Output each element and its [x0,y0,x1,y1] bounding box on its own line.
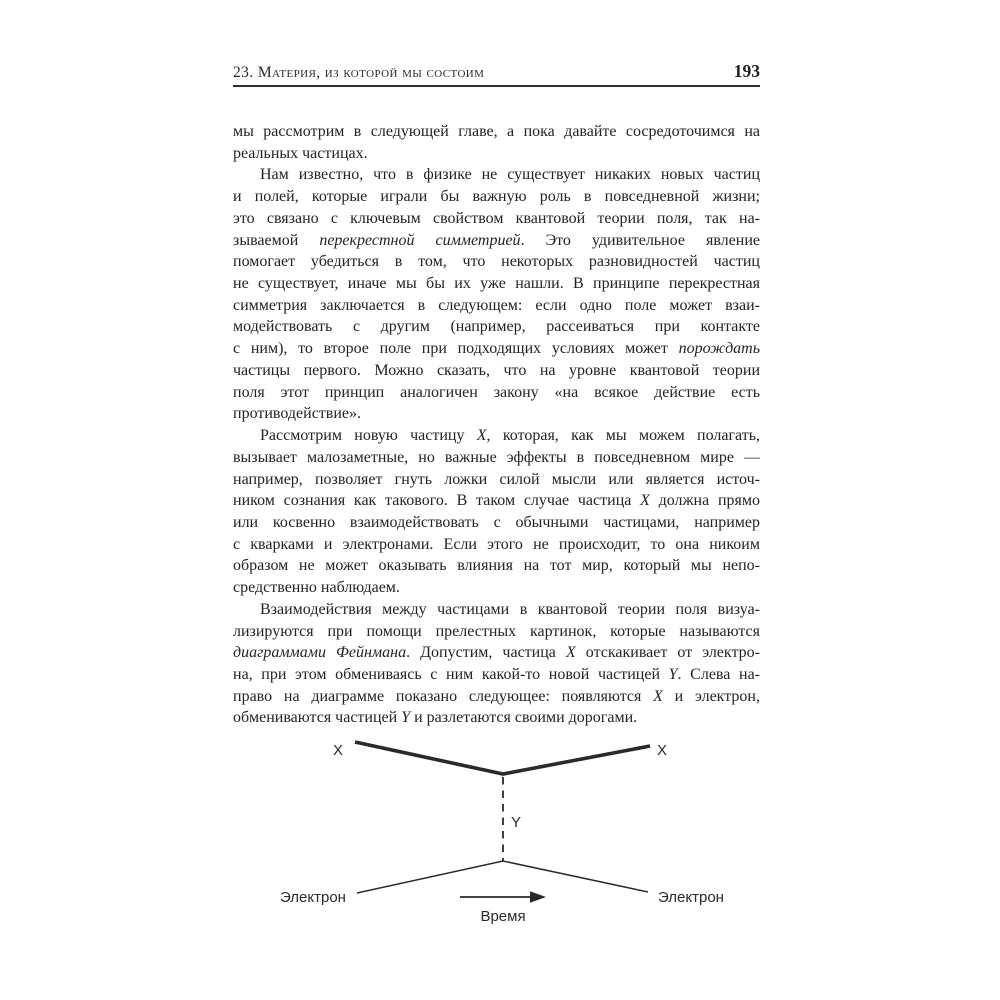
chapter-title: 23. Материя, из которой мы состоим [233,64,485,81]
text-line: мы рассмотрим в следующей главе, а пока давайте сосредоточимся на [233,123,760,140]
text-line: Нам известно, что в физике не существует никаких новых частиц [260,166,760,184]
text-line: зываемой перекрестной симметрией. Это удивительное явление [233,231,760,249]
text-line: вызывает малозаметные, но важные эффекты в повседневном мире — [233,448,760,466]
body-text [233,121,760,729]
x-left-label: X [332,742,343,759]
page-number: 193 [733,61,760,81]
text-line: помогает убедиться в том, что некоторых разновидностей частиц [233,253,760,271]
time-label: Время [480,908,526,925]
text-line: или косвенно взаимодействовать с обычными частицами, например [233,513,760,531]
y-label: Y [511,814,522,831]
text-line: обмениваются частицей Y и разлетаются своими дорогами. [233,709,638,727]
text-line: Взаимодействия между частицами в квантовой теории поля визуа- [260,600,760,618]
text-line: например, позволяет гнуть ложки силой мысли или является источ- [233,470,760,488]
x-right-label: X [657,742,668,759]
text-line: ником сознания как такового. В таком случае частица X должна прямо [233,492,760,510]
text-line: лизируются при помощи прелестных картинок, которые называются [233,622,760,640]
text-line: частицы первого. Можно сказать, что на уровне квантовой теории [233,361,760,379]
text-line: средственно наблюдаем. [233,579,400,597]
text-line: диаграммами Фейнмана. Допустим, частица X отскакивает от электро- [233,644,760,662]
text-line: симметрия заключается в следующем: если одно поле может взаи- [233,296,760,314]
text-line: не существует, иначе мы бы их уже нашли. В принципе перекрестная [233,275,760,293]
electron-right-label: Электрон [658,889,724,906]
text-line: реальных частицах. [233,144,368,162]
electron-left-label: Электрон [280,889,346,906]
text-line: и полей, которые играли бы важную роль в повседневной жизни; [233,188,760,206]
text-line: право на диаграмме показано следующее: появляются X и электрон, [233,687,760,705]
text-line: на, при этом обмениваясь с ним какой-то новой частицей Y. Слева на- [233,665,760,683]
time-arrow [460,891,546,903]
text-line: противодействие». [233,405,362,423]
text-line: Рассмотрим новую частицу X, которая, как мы можем полагать, [260,427,761,445]
x-particle-lines [355,742,650,774]
text-line: с кварками и электронами. Если этого не происходит, то она никоим [233,535,760,553]
page-header [233,61,760,87]
text-line: это связано с ключевым свойством квантовой теории поля, так на- [233,209,760,227]
text-line: с ним), то второе поле при подходящих условиях может порождать [233,340,760,358]
text-line: поля этот принцип аналогичен закону «на всякое действие есть [233,383,760,401]
text-line: образом не может оказывать влияния на тот мир, который мы непо- [233,557,760,575]
feynman-diagram [230,725,770,935]
text-line: модействовать с другим (например, рассеиваться при контакте [233,318,760,336]
electron-lines [357,861,648,893]
